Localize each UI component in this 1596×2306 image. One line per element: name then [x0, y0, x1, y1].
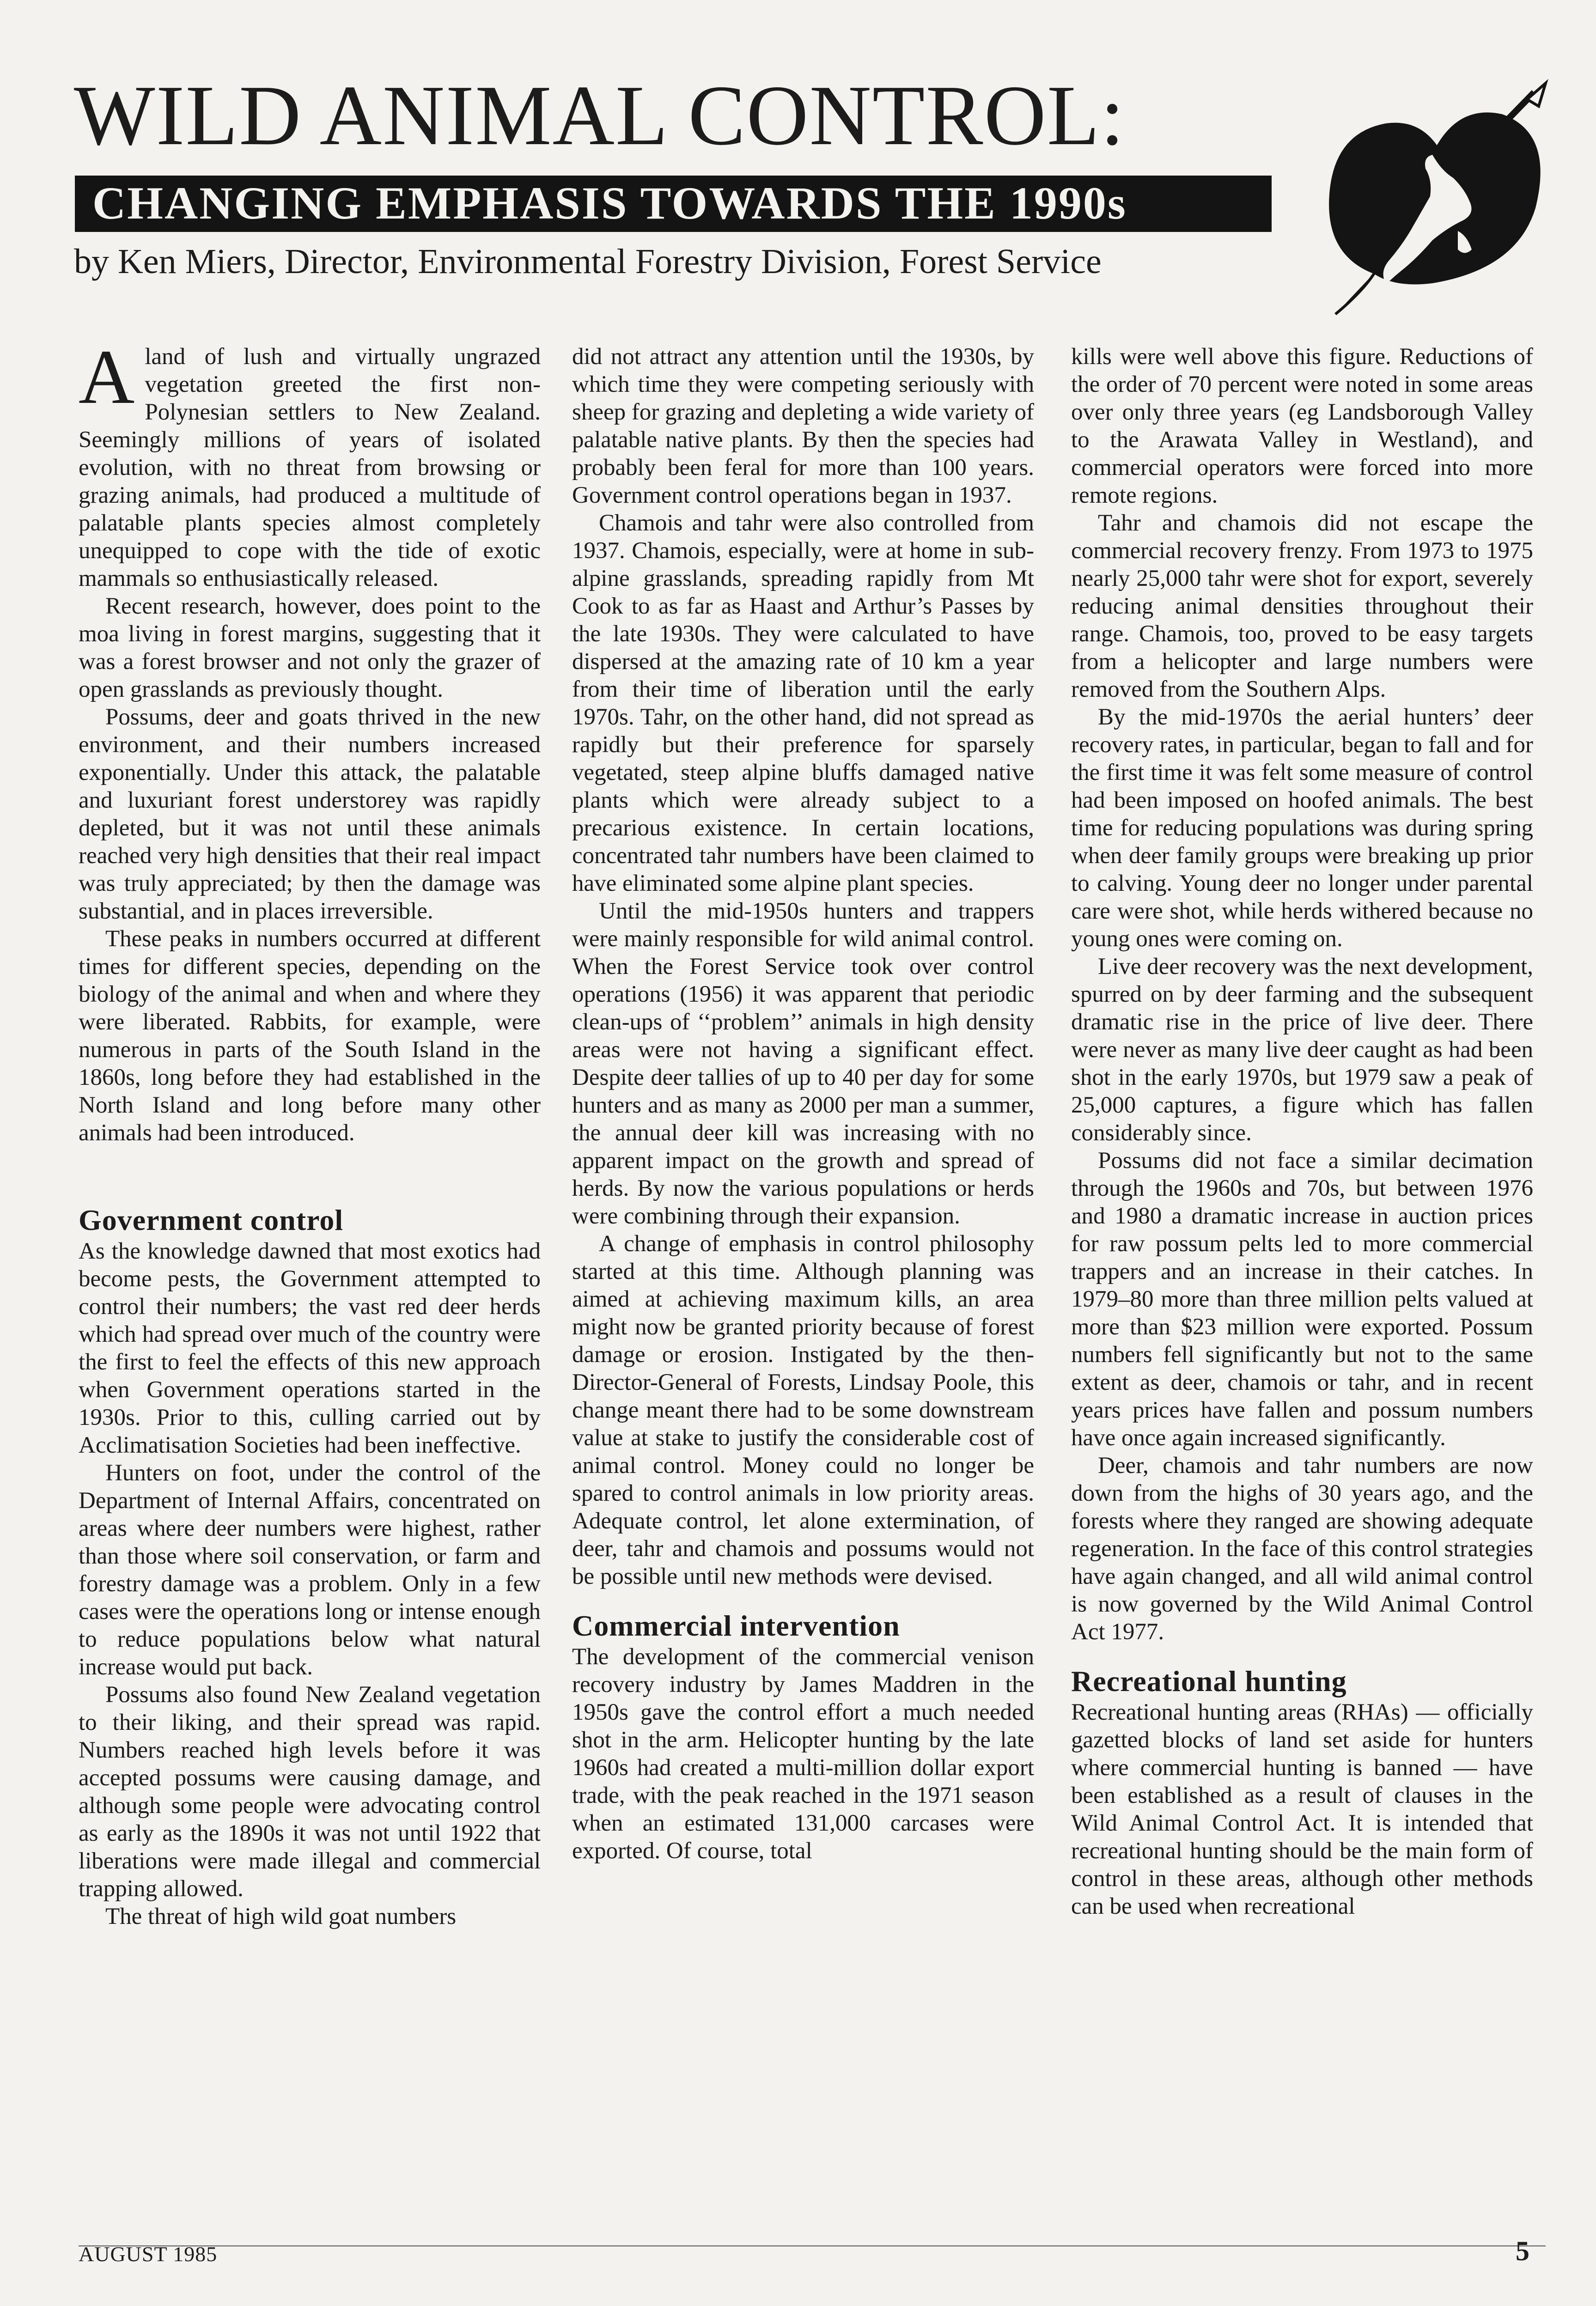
article-subtitle: CHANGING EMPHASIS TOWARDS THE 1990s — [92, 177, 1127, 229]
paragraph: Possums also found New Zealand vegetation to their liking, and their spread was rapid. Numbers reached high levels before it was accepted possums were causing damage, and although some people were advocating control as early as the 1890s it was not until 1922 that liberations were made illegal and commercial trapping allowed. — [79, 1682, 541, 1902]
paragraph: As the knowledge dawned that most exotics had become pests, the Government attempted to control their numbers; the vast red deer herds which had spread over much of the country were the first to feel the effects of this new approach when Government operations started in the 1930s. Prior to this, culling carried out by Acclimatisation Societies had been ineffective. — [79, 1238, 541, 1458]
paragraph: The development of the commercial venison recovery industry by James Maddren in the 1950s gave the control effort a much needed shot in the arm. Helicopter hunting by the late 1960s had created a multi-million dollar export trade, with the peak reached in the 1971 season when an estimated 131,000 carcases were exported. Of course, total — [572, 1644, 1034, 1864]
paragraph: Live deer recovery was the next development, spurred on by deer farming and the subsequent dramatic rise in the price of live deer. There were never as many live deer caught as had been shot in the early 1970s, but 1979 saw a peak of 25,000 captures, a figure which has fallen considerably since. — [1071, 954, 1533, 1146]
paragraph: Until the mid-1950s hunters and trappers were mainly responsible for wild animal control. When the Forest Service took over control operations (1956) it was apparent that periodic clean-ups of ‘‘problem’’ animals in high density areas were not having a significant effect. Despite deer tallies of up to 40 per day for some hunters and as many as 2000 per man a summer, the annual deer kill was increasing with no apparent impact on the growth and spread of herds. By now the various populations or herds were combining through their expansion. — [572, 898, 1034, 1229]
issue-date: AUGUST 1985 — [79, 2242, 218, 2266]
paragraph: The threat of high wild goat numbers — [105, 1904, 457, 1929]
article-column-2 — [572, 343, 1034, 1865]
paragraph: Possums did not face a similar decimation through the 1960s and 70s, but between 1976 and 1980 a dramatic increase in auction prices for raw possum pelts led to more commercial trappers and an increase in their catches. In 1979–80 more than three million pelts valued at more than $23 million were exported. Possum numbers fell significantly but not to the same extent as deer, chamois or tahr, and in recent years prices have fallen and possum numbers have once again increased significantly. — [1071, 1148, 1533, 1451]
paragraph: A land of lush and virtually ungrazed vegetation greeted the first non-Polynesian settlers to New Zealand. Seemingly millions of years of isolated evolution, with no threat from browsing or grazing animals, had produced a multitude of palatable plants species almost completely unequipped to cope with the tide of exotic mammals so enthusiastically released. — [79, 334, 541, 591]
paragraph: Tahr and chamois did not escape the commercial recovery frenzy. From 1973 to 1975 nearly 25,000 tahr were shot for export, severely reducing animal densities throughout their range. Chamois, too, proved to be easy targets from a helicopter and large numbers were removed from the Southern Alps. — [1071, 510, 1533, 702]
paragraph: Possums, deer and goats thrived in the new environment, and their numbers increased exponentially. Under this attack, the palatable and luxuriant forest understorey was rapidly depleted, but it was not until these animals reached very high densities that their real impact was truly appreciated; by then the damage was substantial, and in places irreversible. — [79, 704, 541, 924]
article-title: WILD ANIMAL CONTROL: — [74, 68, 1126, 163]
drop-cap: A — [79, 334, 135, 420]
paragraph: kills were well above this figure. Reductions of the order of 70 percent were noted in some areas over only three years (eg Landsborough Valley to the Arawata Valley in Westland), and commercial operators were forced into more remote regions. — [1071, 344, 1533, 508]
article-column-3 — [1071, 343, 1533, 1920]
footer-rule — [79, 2245, 1546, 2246]
paragraph: By the mid-1970s the aerial hunters’ deer recovery rates, in particular, began to fall and for the first time it was felt some measure of control had been imposed on hoofed animals. The best time for reducing populations was during spring when deer family groups were breaking up prior to calving. Young deer no longer under parental care were shot, while herds withered because no young ones were coming on. — [1071, 704, 1533, 952]
paragraph: did not attract any attention until the 1930s, by which time they were competing seriously with sheep for grazing and depleting a wide variety of palatable native plants. By then the species had probably been feral for more than 100 years. Government control operations began in 1937. — [572, 344, 1034, 508]
paragraph: Hunters on foot, under the control of the Department of Internal Affairs, concentrated on areas where deer numbers were highest, rather than those where soil conservation, or farm and forestry damage was a problem. Only in a few cases were the operations long or intense enough to reduce populations below what natural increase would put back. — [79, 1460, 541, 1680]
paragraph: Deer, chamois and tahr numbers are now down from the highs of 30 years ago, and the forests where they ranged are showing adequate regeneration. In the face of this control strategies have again changed, and all wild animal control is now governed by the Wild Animal Control Act 1977. — [1071, 1453, 1533, 1645]
nz-map-in-leaf-icon — [1294, 74, 1553, 333]
page-number: 5 — [1516, 2236, 1529, 2266]
byline: by Ken Miers, Director, Environmental Forestry Division, Forest Service — [74, 242, 1102, 281]
paragraph: Recent research, however, does point to the moa living in forest margins, suggesting that it was a forest browser and not only the grazer of open grasslands as previously thought. — [79, 593, 541, 702]
section-heading-commercial-intervention: Commercial intervention — [572, 1609, 900, 1642]
section-heading-recreational-hunting: Recreational hunting — [1071, 1665, 1347, 1698]
section-heading-government-control: Government control — [79, 1204, 344, 1236]
paragraph: Recreational hunting areas (RHAs) — officially gazetted blocks of land set aside for hunters where commercial hunting is banned — have been established as a result of clauses in the Wild Animal Control Act. It is intended that recreational hunting should be the main form of control in these areas, although other methods can be used when recreational — [1071, 1699, 1533, 1919]
paragraph: Chamois and tahr were also controlled from 1937. Chamois, especially, were at home in sub-alpine grasslands, spreading rapidly from Mt Cook to as far as Haast and Arthur’s Passes by the late 1930s. They were calculated to have dispersed at the amazing rate of 10 km a year from their time of liberation until the early 1970s. Tahr, on the other hand, did not spread as rapidly but their preference for sparsely vegetated, steep alpine bluffs damaged native plants which were already subject to a precarious existence. In certain locations, concentrated tahr numbers have been claimed to have eliminated some alpine plant species. — [572, 510, 1034, 896]
paragraph: These peaks in numbers occurred at different times for different species, depending on the biology of the animal and when and where they were liberated. Rabbits, for example, were numerous in parts of the South Island in the 1860s, long before they had established in the North Island and long before many other animals had been introduced. — [79, 926, 541, 1146]
article-column-1 — [79, 334, 541, 1930]
paragraph: A change of emphasis in control philosophy started at this time. Although planning was aimed at achieving maximum kills, an area might now be granted priority because of forest damage or erosion. Instigated by the then-Director-General of Forests, Lindsay Poole, this change meant there had to be some downstream value at stake to justify the considerable cost of animal control. Money could no longer be spared to control animals in low priority areas. Adequate control, let alone extermination, of deer, tahr and chamois and possums would not be possible until new methods were devised. — [572, 1231, 1034, 1589]
